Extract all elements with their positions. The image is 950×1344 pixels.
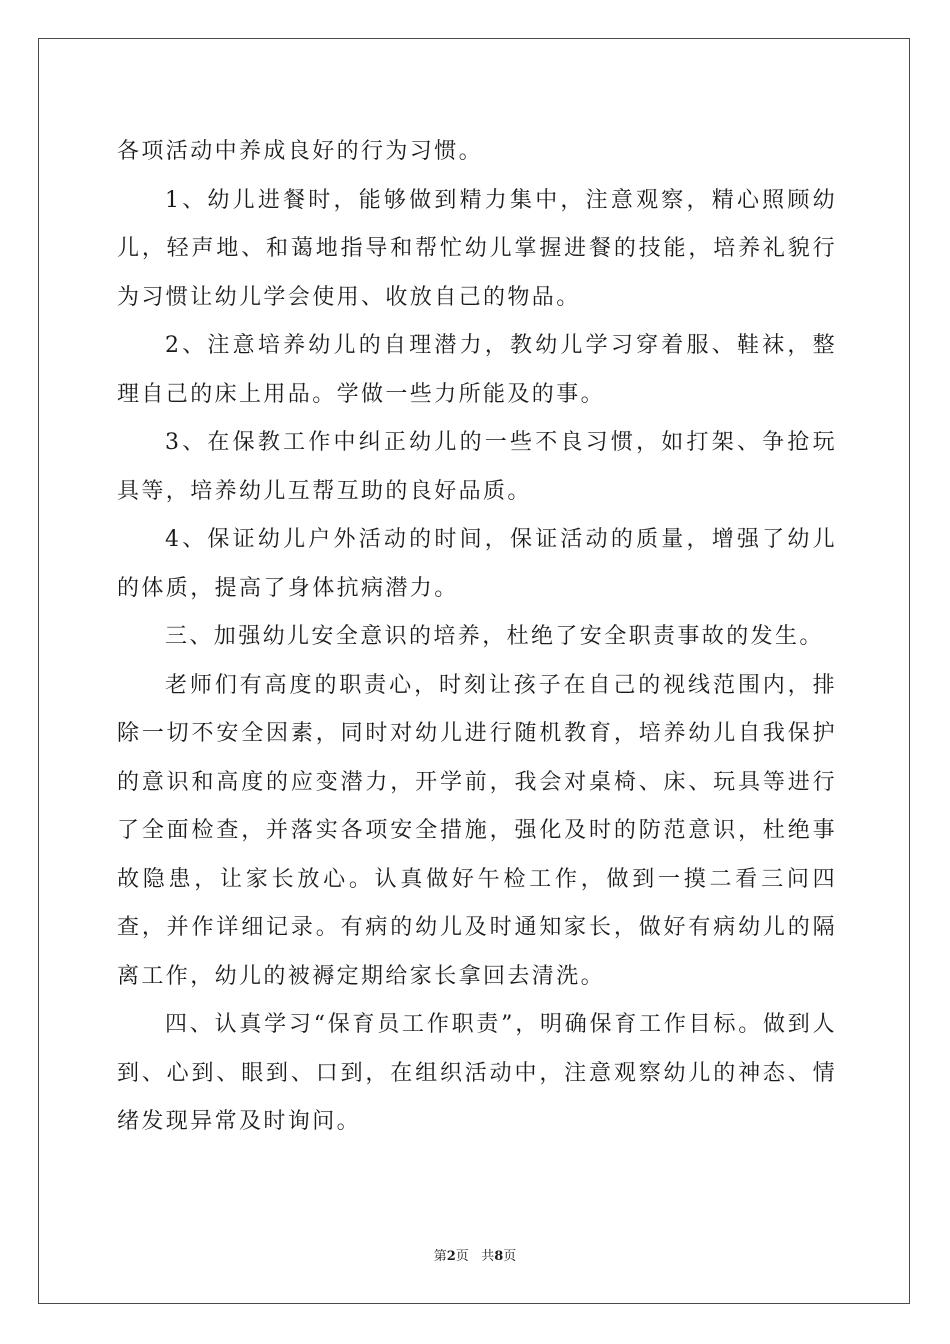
- paragraph-6: 三、加强幼儿安全意识的培养，杜绝了安全职责事故的发生。: [165, 624, 824, 649]
- total-prefix: 共: [481, 1249, 495, 1264]
- paragraph-3: 2、注意培养幼儿的自理潜力，教幼儿学习穿着服、鞋袜，整理自己的床上用品。学做一些力所能及的事。: [117, 333, 837, 407]
- page-prefix: 第: [433, 1249, 447, 1264]
- paragraph-1: 各项活动中养成良好的行为习惯。: [117, 139, 484, 164]
- document-body: [117, 128, 837, 1147]
- paragraph-2: 1、幼儿进餐时，能够做到精力集中，注意观察，精心照顾幼儿，轻声地、和蔼地指导和帮忙幼儿掌握进餐的技能，培养礼貌行为习惯让幼儿学会使用、收放自己的物品。: [117, 187, 837, 310]
- page-suffix: 页: [455, 1249, 469, 1264]
- total-suffix: 页: [503, 1249, 517, 1264]
- paragraph-5: 4、保证幼儿户外活动的时间，保证活动的质量，增强了幼儿的体质，提高了身体抗病潜力。: [117, 527, 837, 601]
- total-pages: 8: [494, 1249, 504, 1264]
- paragraph-7: 老师们有高度的职责心，时刻让孩子在自己的视线范围内，排除一切不安全因素，同时对幼儿进行随机教育，培养幼儿自我保护的意识和高度的应变潜力，开学前，我会对桌椅、床、玩具等进行了全面检查，并落实各项安全措施，强化及时的防范意识，杜绝事故隐患，让家长放心。认真做好午检工作，做到一摸二看三问四查，并作详细记录。有病的幼儿及时通知家长，做好有病幼儿的隔离工作，幼儿的被褥定期给家长拿回去清洗。: [117, 672, 837, 989]
- paragraph-8: 四、认真学习“保育员工作职责”，明确保育工作目标。做到人到、心到、眼到、口到，在组织活动中，注意观察幼儿的神态、情绪发现异常及时询问。: [117, 1012, 837, 1134]
- page-footer: [0, 1245, 950, 1264]
- paragraph-4: 3、在保教工作中纠正幼儿的一些不良习惯，如打架、争抢玩具等，培养幼儿互帮互助的良好品质。: [117, 430, 837, 504]
- page-number: 2: [446, 1249, 456, 1264]
